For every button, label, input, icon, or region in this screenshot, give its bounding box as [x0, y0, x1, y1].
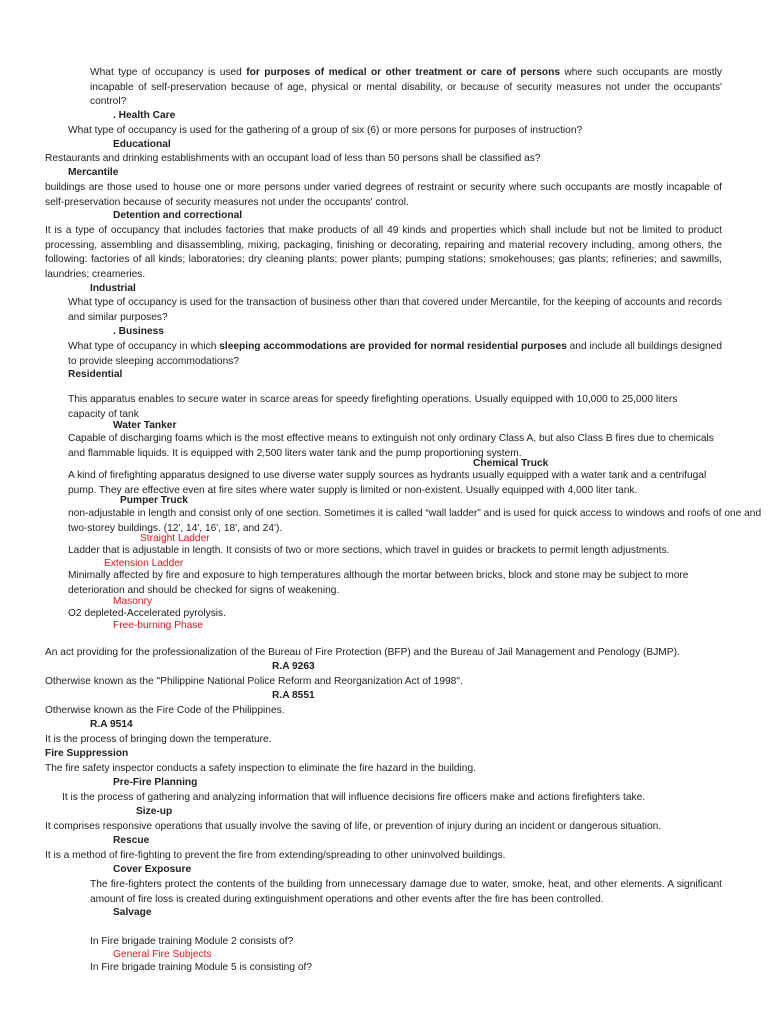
answer-text: . Business — [113, 326, 164, 337]
answer-text: Water Tanker — [113, 420, 177, 431]
answer-text: General Fire Subjects — [113, 949, 212, 960]
answer-text: R.A 8551 — [272, 690, 315, 701]
question-text: What type of occupancy is used for the transaction of business other than that covered under Mercantile, for the keeping of accounts and records and similar purposes? — [68, 297, 722, 323]
question-text: This apparatus enables to secure water in scarce areas for speedy firefighting operations. Usually equipped with 10,000 to 25,000 liters capacity of tank — [68, 394, 678, 420]
question-text: In Fire brigade training Module 5 is consisting of? — [90, 962, 312, 973]
answer-text: Chemical Truck — [473, 458, 549, 469]
question-text: Otherwise known as the "Philippine National Police Reform and Reorganization Act of 1998". — [45, 676, 463, 687]
answer-text: Pumper Truck — [120, 495, 188, 506]
answer-text: Detention and correctional — [113, 210, 243, 221]
answer-text: . Health Care — [113, 110, 176, 121]
answer-text: Educational — [113, 139, 171, 150]
question-text: The fire-fighters protect the contents of the building from unnecessary damage due to water, smoke, heat, and other elements. A significant amount of fire loss is created during extinguishment operations and other events after the fire has been controlled. — [90, 879, 722, 905]
question-text: Ladder that is adjustable in length. It consists of two or more sections, which travel in guides or brackets to permit length adjustments. — [68, 545, 670, 556]
question-text: O2 depleted-Accelerated pyrolysis. — [68, 608, 226, 619]
question-text: Capable of discharging foams which is the most effective means to extinguish not only ordinary Class A, but also Class B fires due to chemicals and flammable liquids. It is equipped with 2,500 liters water tank and the pump proportioning system. — [68, 433, 714, 459]
question-text-part: What type of occupancy in which — [68, 341, 220, 352]
question-text: An act providing for the professionalization of the Bureau of Fire Protection (BFP) and the Bureau of Jail Management and Penology (BJMP). — [45, 647, 680, 658]
answer-text: Salvage — [113, 907, 152, 918]
question-text: The fire safety inspector conducts a safety inspection to eliminate the fire hazard in the building. — [45, 763, 476, 774]
question-text: It is a type of occupancy that includes factories that make products of all 49 kinds and properties which shall include but not be limited to product processing, assembling and disassembling, mixing, packaging, finishing or decorating, repairing and material recovery including, among others, the following: factories of all kinds; laboratories; dry cleaning plants; power plants; pumping stations; smokehouses; gas plants; refineries; and sawmills, laundries; creameries. — [45, 225, 722, 280]
question-text: buildings are those used to house one or more persons under varied degrees of restraint or security where such occupants are mostly incapable of self-preservation because of security measures not under the occupants' control. — [45, 182, 722, 208]
question-text: A kind of firefighting apparatus designed to use diverse water supply sources as hydrants usually equipped with a water tank and a centrifugal pump. They are effective even at fire sites where water supply is limited or non-existent. Usually equipped with 4,000 liter tank. — [68, 470, 707, 496]
answer-text: Straight Ladder — [140, 533, 210, 544]
question-text-part: where such occupants are mostly incapable of self-preservation because of age, physical or mental disability, or because of security measures not under the occupants' control? — [90, 67, 722, 107]
question-text — [68, 340, 722, 369]
question-text: Restaurants and drinking establishments with an occupant load of less than 50 persons shall be classified as? — [45, 153, 541, 164]
question-text: In Fire brigade training Module 2 consists of? — [90, 936, 294, 947]
question-text: It is a method of fire-fighting to prevent the fire from extending/spreading to other uninvolved buildings. — [45, 850, 506, 861]
answer-text: Extension Ladder — [104, 558, 184, 569]
question-text: non-adjustable in length and consist only of one section. Sometimes it is called “wall ladder” and is used for quick access to windows and roofs of one and two-storey buildings. (12', 14', 16', 18', and 24'). — [68, 508, 762, 534]
answer-text: Masonry — [113, 596, 153, 607]
question-text: It comprises responsive operations that usually involve the saving of life, or prevention of injury during an incident or dangerous situation. — [45, 821, 662, 832]
question-text-part: and include all buildings designed to provide sleeping accommodations? — [68, 341, 722, 367]
question-emphasis: sleeping accommodations are provided for normal residential purposes — [219, 341, 567, 352]
question-text — [90, 66, 722, 110]
answer-text: Residential — [68, 369, 123, 380]
answer-text: Industrial — [90, 283, 136, 294]
answer-text: R.A 9263 — [272, 661, 315, 672]
answer-text: Free-burning Phase — [113, 620, 204, 631]
answer-text: R.A 9514 — [90, 719, 133, 730]
answer-text: Rescue — [113, 835, 150, 846]
question-text: What type of occupancy is used for the gathering of a group of six (6) or more persons for purposes of instruction? — [68, 125, 583, 136]
question-text: Minimally affected by fire and exposure to high temperatures although the mortar between bricks, block and stone may be subject to more deterioration and should be checked for signs of weakening. — [68, 570, 689, 596]
answer-text: Size-up — [136, 806, 173, 817]
question-text-part: What type of occupancy is used — [90, 67, 247, 78]
question-text: Otherwise known as the Fire Code of the Philippines. — [45, 705, 285, 716]
question-text: It is the process of gathering and analyzing information that will influence decisions fire officers make and actions firefighters take. — [62, 792, 646, 803]
answer-text: Fire Suppression — [45, 748, 129, 759]
answer-text: Mercantile — [68, 167, 119, 178]
answer-text: Cover Exposure — [113, 864, 192, 875]
answer-text: Pre-Fire Planning — [113, 777, 198, 788]
question-emphasis: for purposes of medical or other treatment or care of persons — [246, 67, 560, 78]
question-text: It is the process of bringing down the temperature. — [45, 734, 272, 745]
